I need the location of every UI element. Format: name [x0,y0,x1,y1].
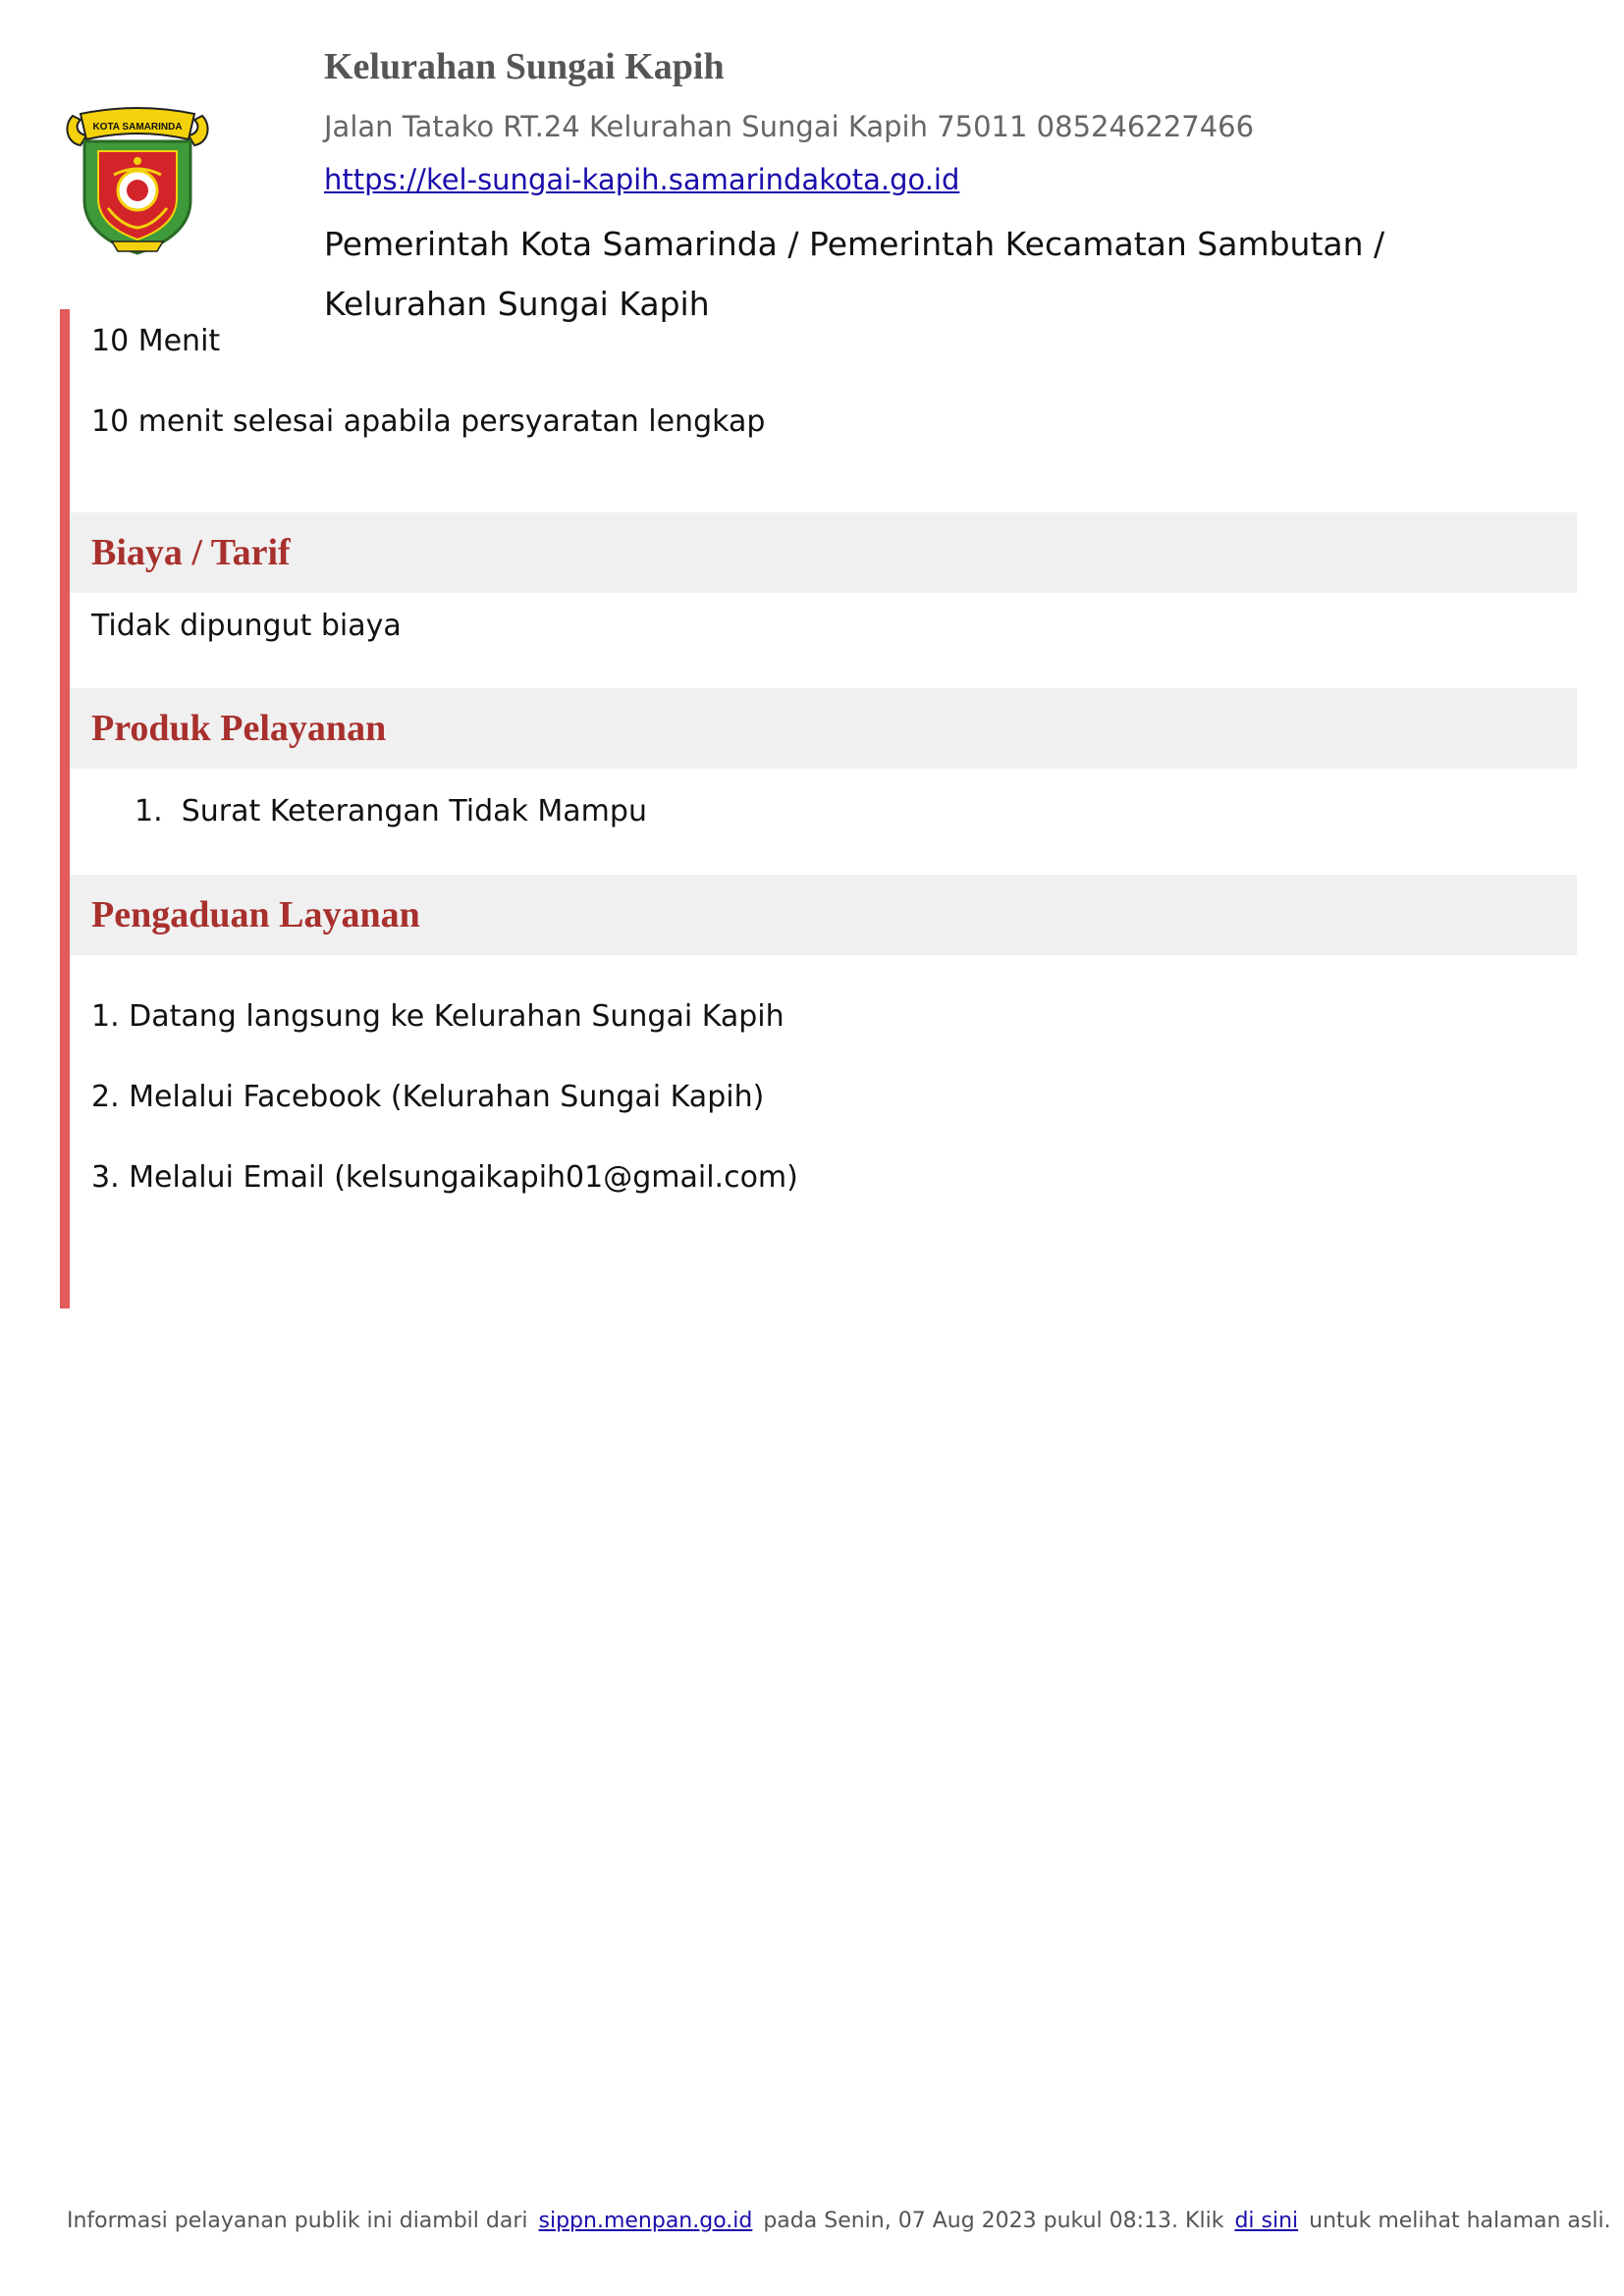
organization-website-link[interactable]: https://kel-sungai-kapih.samarindakota.go.id [324,163,960,196]
city-emblem-logo [63,106,212,259]
section-title-produk: Produk Pelayanan [91,708,387,749]
government-breadcrumb: Pemerintah Kota Samarinda / Pemerintah Kecamatan Sambutan / Kelurahan Sungai Kapih [324,225,1385,323]
page-footer [67,2209,1611,2233]
complaint-item: 1. Datang langsung ke Kelurahan Sungai Kapih [91,999,785,1034]
list-item [135,794,647,828]
biaya-text: Tidak dipungut biaya [91,609,402,643]
section-title-pengaduan: Pengaduan Layanan [91,894,420,935]
samarinda-emblem-icon [63,106,212,259]
footer-prefix: Informasi pelayanan publik ini diambil dari [67,2209,528,2233]
section-header-produk [70,688,1577,769]
footer-here-link[interactable]: di sini [1234,2209,1299,2233]
organization-name: Kelurahan Sungai Kapih [324,46,725,87]
list-item-number: 1. [135,794,163,828]
section-title-biaya: Biaya / Tarif [91,532,291,573]
section-header-biaya [70,512,1577,593]
organization-address: Jalan Tatako RT.24 Kelurahan Sungai Kapih 75011 085246227466 [324,110,1255,143]
complaint-item: 2. Melalui Facebook (Kelurahan Sungai Kapih) [91,1080,765,1114]
list-item-text: Surat Keterangan Tidak Mampu [181,794,647,828]
footer-suffix: untuk melihat halaman asli. [1309,2209,1611,2233]
service-duration: 10 Menit [91,324,221,358]
service-duration-note: 10 menit selesai apabila persyaratan lengkap [91,404,766,439]
section-header-pengaduan [70,875,1577,955]
emblem-banner-text: KOTA SAMARINDA [92,122,183,133]
footer-middle: pada Senin, 07 Aug 2023 pukul 08:13. Klik [763,2209,1224,2233]
footer-source-link[interactable]: sippn.menpan.go.id [538,2209,753,2233]
complaint-item: 3. Melalui Email (kelsungaikapih01@gmail.com) [91,1160,798,1195]
content-accent-bar [60,309,70,1308]
